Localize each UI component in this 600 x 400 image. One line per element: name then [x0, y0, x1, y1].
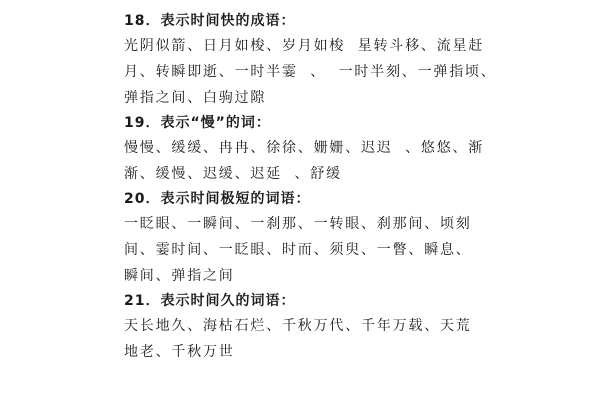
text-line: 间、霎时间、一眨眼、时而、须臾、一瞥、瞬息、 — [124, 242, 472, 258]
text-line: 慢慢、缓缓、冉冉、徐徐、姗姗、迟迟 、悠悠、渐 — [124, 140, 485, 156]
section-heading: 21．表示时间久的词语： — [124, 293, 296, 309]
section-21 — [124, 289, 594, 365]
section-18 — [124, 9, 594, 111]
section-heading: 20．表示时间极短的词语： — [124, 191, 311, 207]
text-line: 地老、千秋万世 — [124, 344, 235, 360]
text-line: 月、转瞬即逝、一时半霎 、 一时半刻、一弹指顷、 — [124, 64, 497, 80]
text-line: 渐、缓慢、迟缓、迟延 、舒缓 — [124, 166, 342, 182]
document-body — [124, 9, 594, 365]
section-heading: 19．表示“慢”的词： — [124, 115, 271, 131]
text-line: 瞬间、弹指之间 — [124, 268, 235, 284]
section-19 — [124, 111, 594, 187]
text-line: 光阴似箭、日月如梭、岁月如梭 星转斗移、流星赶 — [124, 38, 485, 54]
section-heading: 18．表示时间快的成语： — [124, 13, 296, 29]
text-line: 弹指之间、白驹过隙 — [124, 90, 267, 106]
text-line: 一眨眼、一瞬间、一刹那、一转眼、刹那间、顷刻 — [124, 216, 472, 232]
section-20 — [124, 187, 594, 289]
text-line: 天长地久、海枯石烂、千秋万代、千年万载、天荒 — [124, 318, 472, 334]
